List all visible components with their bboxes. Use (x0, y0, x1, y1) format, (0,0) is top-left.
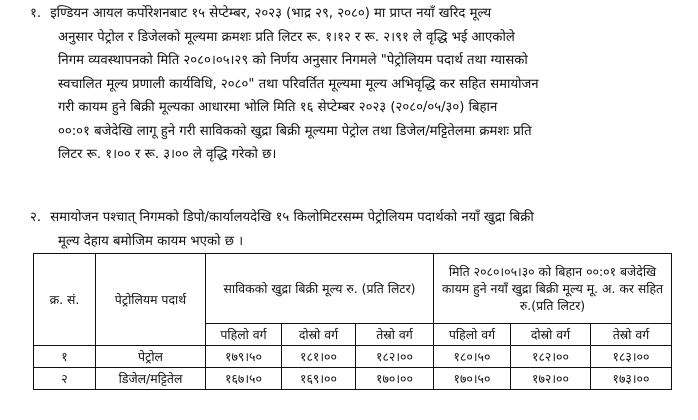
header-new-price: मिति २०८०।०५।३० को बिहान ००:०१ बजेदेखि कायम हुने नयाँ खुद्रा बिक्री मूल्य मू. अ. कर सहित रु.(प्रति लिटर) (434, 254, 672, 324)
cell-price: १६९।०० (282, 368, 356, 390)
cell-product: डिजेल/मट्टितेल (96, 368, 206, 390)
header-old-price: साविकको खुद्रा बिक्री मूल्य रु. (प्रति लिटर) (206, 254, 434, 324)
cell-price: १६७।५० (206, 368, 282, 390)
paragraph-line: निगम व्यवस्थापनको मिति २०८०।०५।२९ को निर्णय अनुसार निगमले "पेट्रोलियम पदार्थ तथा ग्यासको (58, 53, 528, 68)
paragraph-line: २. समायोजन पश्चात् निगमको डिपो/कार्यालयदेखि १५ किलोमिटरसम्म पेट्रोलियम पदार्थको नयाँ खुद्रा बिक्री (30, 206, 680, 230)
cell-serial: १ (34, 346, 96, 368)
paragraph-line: स्वचालित मूल्य प्रणाली कार्यविधि, २०८०" तथा परिवर्तित मूल्यमा मूल्य अभिवृद्धि कर सहित समायोजन (58, 76, 539, 92)
header-grade: पहिलो वर्ग (206, 324, 282, 346)
paragraph-line: गरी कायम हुने बिक्री मूल्यका आधारमा भोलि मिति १६ सेप्टेम्बर २०२३ (२०८०/०५/३०) बिहान (58, 100, 498, 115)
paragraph-line: १. इण्डियन आयल कर्पोरेशनबाट १५ सेप्टेम्बर, २०२३ (भाद्र २९, २०८०) मा प्राप्त नयाँ खरिद मूल्य (30, 2, 680, 26)
paragraph-price-increase (30, 2, 680, 167)
price-table (33, 253, 672, 390)
header-product: पेट्रोलियम पदार्थ (96, 254, 206, 346)
header-grade: तेस्रो वर्ग (356, 324, 434, 346)
cell-price: १८२।०० (511, 346, 591, 368)
cell-price: १७२।०० (511, 368, 591, 390)
table-row (34, 346, 672, 368)
cell-price: १७३।०० (591, 368, 672, 390)
paragraph-line: लिटर रू. १।०० र रू. ३।०० ले वृद्धि गरेको छ। (58, 147, 277, 162)
header-grade: पहिलो वर्ग (434, 324, 511, 346)
paragraph-number: १. (30, 6, 42, 21)
cell-price: १७०।०० (356, 368, 434, 390)
paragraph-number: २. (30, 210, 42, 225)
table-row (34, 368, 672, 390)
paragraph-line: मूल्य देहाय बमोजिम कायम भएको छ । (58, 233, 244, 249)
paragraph-new-prices (30, 206, 680, 253)
header-grade: दोस्रो वर्ग (511, 324, 591, 346)
cell-price: १८३।०० (591, 346, 672, 368)
cell-price: १८१।०० (282, 346, 356, 368)
header-serial: क्र. सं. (34, 254, 96, 346)
cell-serial: २ (34, 368, 96, 390)
cell-price: १८२।०० (356, 346, 434, 368)
cell-price: १७०।५० (434, 368, 511, 390)
paragraph-line: अनुसार पेट्रोल र डिजेलको मूल्यमा क्रमशः प्रति लिटर रू. १।१२ र रू. २।९१ ले वृद्धि भई आएकोले (58, 29, 515, 45)
header-grade: दोस्रो वर्ग (282, 324, 356, 346)
paragraph-line: ००:०१ बजेदेखि लागू हुने गरी साविकको खुद्रा बिक्री मूल्यमा पेट्रोल तथा डिजेल/मट्टितेलमा क्रमशः प्रति (58, 123, 532, 139)
table-header-row (34, 254, 672, 324)
header-grade: तेस्रो वर्ग (591, 324, 672, 346)
cell-price: १७९।५० (206, 346, 282, 368)
cell-product: पेट्रोल (96, 346, 206, 368)
cell-price: १८०।५० (434, 346, 511, 368)
